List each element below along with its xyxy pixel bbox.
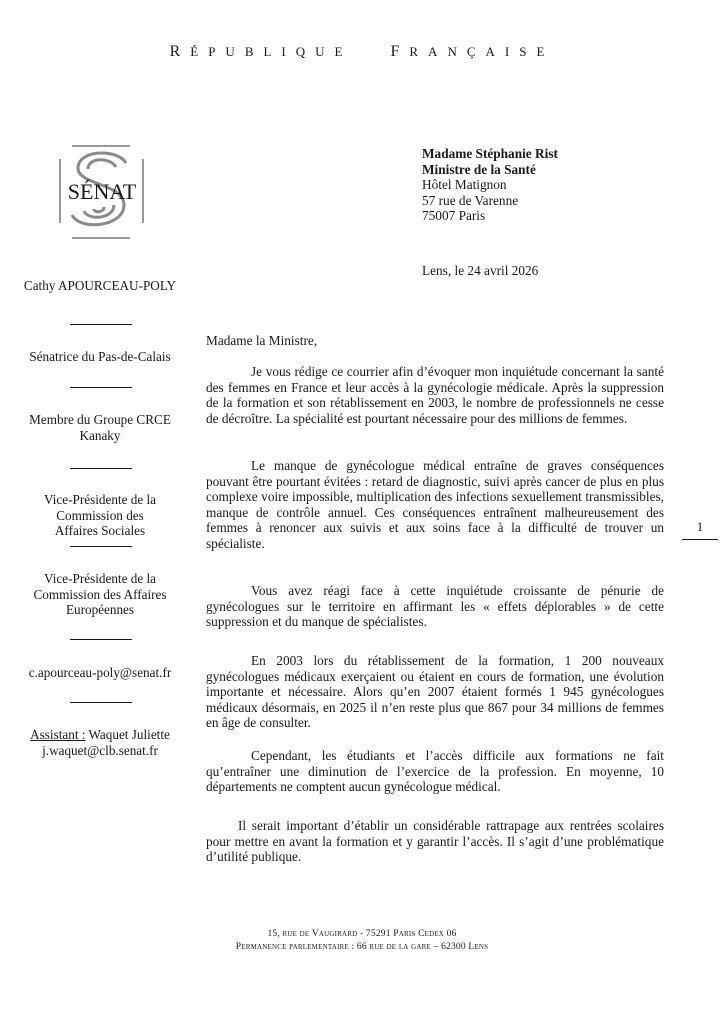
page-number: 1 — [696, 519, 704, 534]
divider — [70, 546, 132, 547]
sidebar-block-commission-social — [0, 492, 200, 539]
page-number-rule — [682, 539, 718, 540]
group-line: Kanaky — [79, 427, 121, 443]
sidebar-block-group — [0, 412, 200, 443]
assistant-block — [0, 727, 200, 758]
commission-line: Européennes — [65, 602, 135, 617]
recipient-block — [422, 146, 558, 224]
recipient-title: Ministre de la Santé — [422, 161, 536, 177]
letter-paragraph: Vous avez réagi face à cette inquiétude croissante de pénurie de gynécologues sur le territoire en affirmant les « effets déplorables » de cette suppression et du manque de spécialistes. — [206, 583, 664, 630]
group-line: Membre du Groupe CRCE — [29, 412, 171, 427]
divider — [70, 468, 132, 469]
recipient-address-line: 75007 Paris — [422, 208, 486, 224]
letter-paragraph: Cependant, les étudiants et l’accès difficile aux formations ne fait qu’entraîner une diminution de l’exercice de la profession. En moyenne, 10 départements ne comptent aucun gynécologue médical. — [206, 748, 664, 795]
sidebar-block-role — [0, 349, 200, 365]
recipient-name: Madame Stéphanie Rist — [422, 146, 558, 161]
letter-date: Lens, le 24 avril 2026 — [422, 263, 539, 278]
commission-line: Vice-Présidente de la — [44, 492, 156, 507]
footer-line-paris: 15, rue de Vaugirard - 75291 Paris Cedex 06 — [267, 929, 457, 939]
senator-email-link[interactable]: c.apourceau-poly@senat.fr — [28, 665, 172, 680]
senat-logo-icon — [58, 143, 146, 241]
sidebar-block-commission-europe — [0, 571, 200, 618]
divider — [70, 702, 132, 703]
republique-francaise-header — [0, 43, 724, 61]
letter-paragraph: En 2003 lors du rétablissement de la formation, 1 200 nouveaux gynécologues médicaux exerçaient ou étaient en cours de formation, une évolution importante et nécessaire. Alors qu’en 2007 étaient formés 1 945 gynécologues médicaux désormais, en 2025 il n’en reste plus que 867 pour 34 millions de femmes en âge de consulter. — [206, 653, 664, 731]
letter-paragraph: Le manque de gynécologue médical entraîne de graves conséquences pouvant être pourtant évitées : retard de diagnostic, suivi après cancer de plus en plus complexe voire impossible, multiplication des infections sexuellement transmissibles, manque de contrôle annuel. Ces conséquences entraînent malheureusement des femmes à renoncer aux suivis et aux soins face à la difficulté de trouver un spécialiste. — [206, 458, 664, 551]
recipient-address-line: Hôtel Matignon — [422, 177, 507, 193]
divider — [70, 324, 132, 325]
republique-word: RÉPUBLIQUE — [169, 43, 353, 60]
divider — [70, 387, 132, 388]
assistant-email-link[interactable]: j.waquet@clb.senat.fr — [42, 742, 158, 758]
senator-name: Cathy APOURCEAU-POLY — [23, 278, 177, 293]
senat-logo-text: SÉNAT — [67, 179, 137, 204]
assistant-label: Assistant : — [30, 727, 86, 742]
recipient-address-line: 57 rue de Varenne — [422, 192, 519, 208]
letter-paragraph: Je vous rédige ce courrier afin d’évoquer mon inquiétude concernant la santé des femmes en France et leur accès à la gynécologie médicale. Après la suppression de la formation et son rétablissement en 2003, le nombre de professionnels ne cesse de décroître. La spécialité est pourtant nécessaire pour des millions de femmes. — [206, 364, 664, 426]
commission-line: Commission des — [56, 507, 144, 523]
footer-address — [0, 928, 724, 953]
commission-line: Affaires Sociales — [54, 523, 146, 538]
role-line: Sénatrice du Pas-de-Calais — [29, 349, 171, 364]
commission-line: Vice-Présidente de la — [44, 571, 156, 586]
footer-line-lens: Permanence parlementaire : 66 rue de la gare – 62300 Lens — [235, 941, 489, 952]
francaise-word: FRANÇAISE — [390, 43, 555, 60]
salutation: Madame la Ministre, — [206, 333, 318, 348]
letter-paragraph: Il serait important d’établir un considérable rattrapage aux rentrées scolaires pour mettre en avant la formation et y garantir l’accès. Il s’agit d’une problématique d’utilité publique. — [206, 818, 664, 865]
assistant-name: Waquet Juliette — [88, 727, 170, 742]
divider — [70, 639, 132, 640]
commission-line: Commission des Affaires — [33, 586, 167, 602]
